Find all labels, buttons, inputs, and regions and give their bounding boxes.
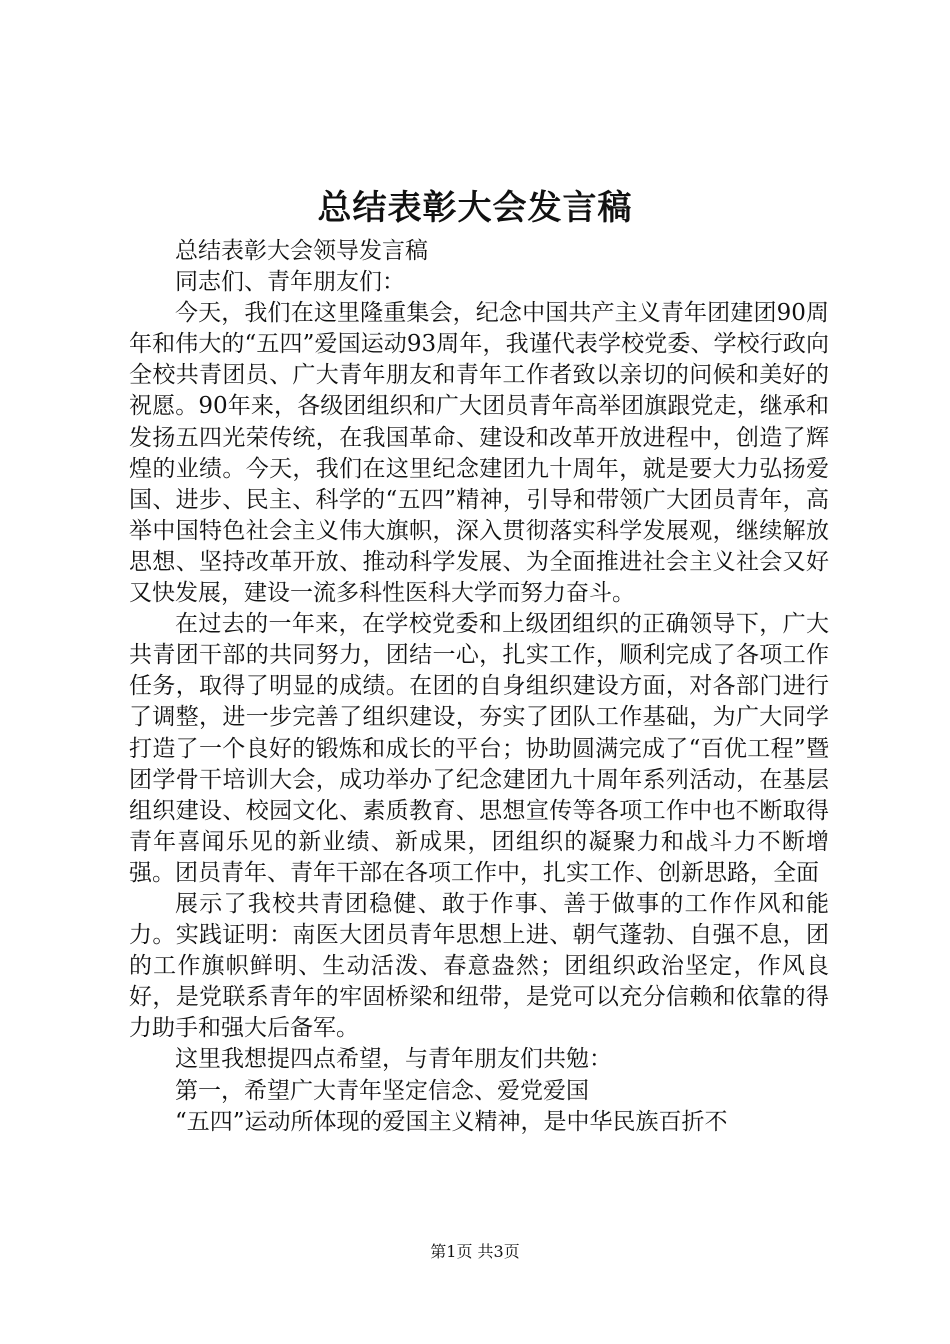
- page-title: 总结表彰大会发言稿: [317, 188, 633, 228]
- salutation: 同志们、青年朋友们：: [175, 269, 405, 296]
- document-body: [129, 236, 829, 1138]
- paragraph: 今天，我们在这里隆重集会，纪念中国共产主义青年团建团90周年和伟大的“五四”爱国运动93周年，我谨代表学校党委、学校行政向全校共青团员、广大青年朋友和青年工作者致以亲切的问候和美好的祝愿。90年来，各级团组织和广大团员青年高举团旗跟党走，继承和发扬五四光荣传统，在我国革命、建设和改革开放进程中，创造了辉煌的业绩。今天，我们在这里纪念建团九十周年，就是要大力弘扬爱国、进步、民主、科学的“五四”精神，引导和带领广大团员青年，高举中国特色社会主义伟大旗帜，深入贯彻落实科学发展观，继续解放思想、坚持改革开放、推动科学发展、为全面推进社会主义社会又好又快发展，建设一流多科性医科大学而努力奋斗。: [129, 300, 829, 607]
- paragraph: 在过去的一年来，在学校党委和上级团组织的正确领导下，广大共青团干部的共同努力，团结一心，扎实工作，顺利完成了各项工作任务，取得了明显的成绩。在团的自身组织建设方面，对各部门进行了调整，进一步完善了组织建设，夯实了团队工作基础，为广大同学打造了一个良好的锻炼和成长的平台；协助圆满完成了“百优工程”暨团学骨干培训大会，成功举办了纪念建团九十周年系列活动，在基层组织建设、校园文化、素质教育、思想宣传等各项工作中也不断取得青年喜闻乐见的新业绩、新成果，团组织的凝聚力和战斗力不断增强。团员青年、青年干部在各项工作中，扎实工作、创新思路，全面: [129, 611, 829, 886]
- document-subtitle: 总结表彰大会领导发言稿: [175, 238, 428, 264]
- paragraph: 第一，希望广大青年坚定信念、爱党爱国: [175, 1077, 589, 1104]
- paragraph: 这里我想提四点希望，与青年朋友们共勉：: [175, 1046, 612, 1073]
- page-number: 第1页 共3页: [430, 1242, 520, 1261]
- paragraph: “五四”运动所体现的爱国主义精神，是中华民族百折不: [175, 1108, 728, 1135]
- paragraph: 展示了我校共青团稳健、敢于作事、善于做事的工作作风和能力。实践证明：南医大团员青年思想上进、朝气蓬勃、自强不息，团的工作旗帜鲜明、生动活泼、春意盎然；团组织政治坚定，作风良好，是党联系青年的牢固桥梁和纽带，是党可以充分信赖和依靠的得力助手和强大后备军。: [129, 890, 829, 1042]
